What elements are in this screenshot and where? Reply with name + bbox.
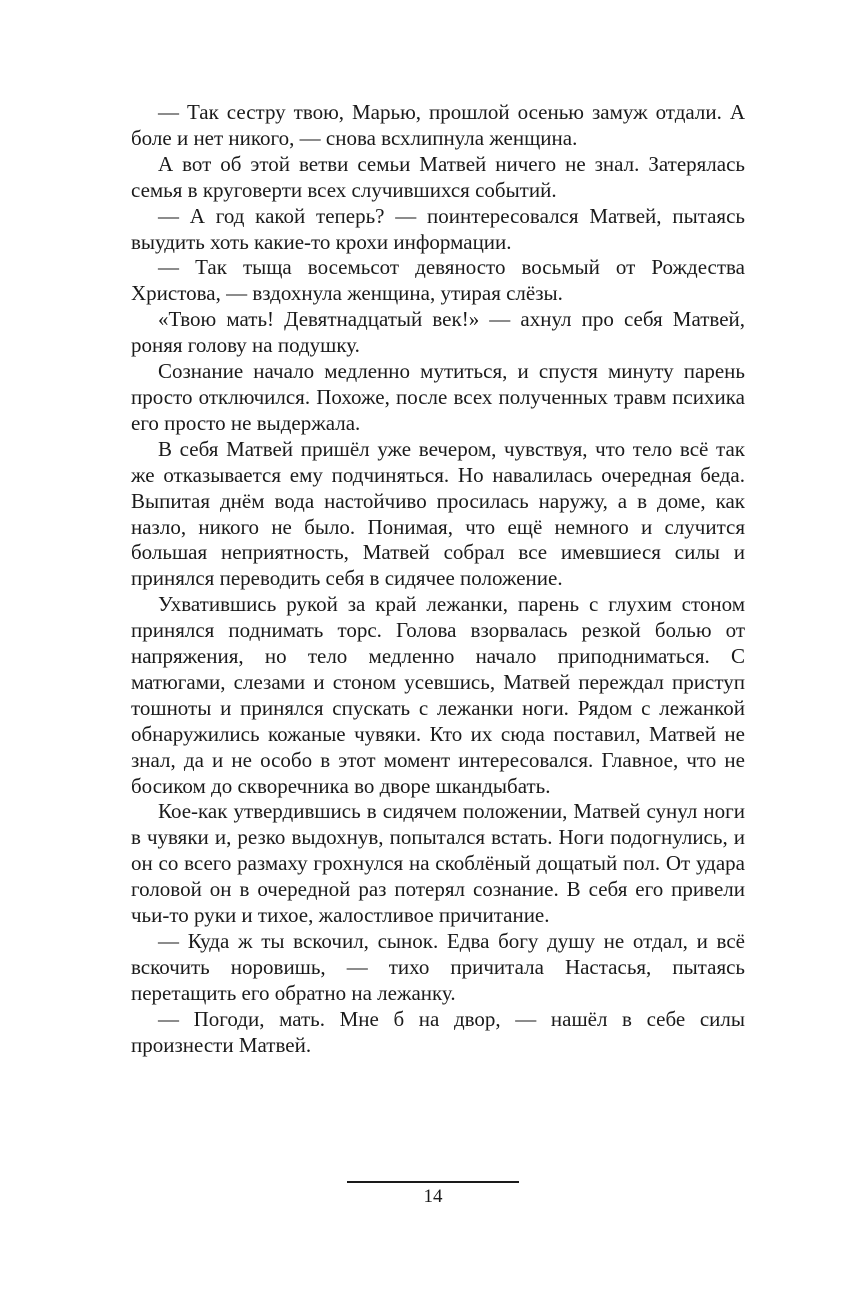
paragraph: Сознание начало медленно мутиться, и спустя минуту парень просто отключился. Похоже, после всех полученных травм психика его просто не выдержала. [131,359,745,435]
paragraph: — Куда ж ты вскочил, сынок. Едва богу душу не отдал, и всё вскочить норовишь, — тихо причитала Настасья, пытаясь перетащить его обратно на лежанку. [131,929,745,1005]
paragraph: — Так сестру твою, Марью, прошлой осенью замуж отдали. А боле и нет никого, — снова всхлипнула женщина. [131,100,745,150]
paragraph: Кое-как утвердившись в сидячем положении, Матвей сунул ноги в чувяки и, резко выдохнув, попытался встать. Ноги подогнулись, и он со всего размаху грохнулся на скоблёный дощатый пол. От удара головой он в очередной раз потерял сознание. В себя его привели чьи-то руки и тихое, жалостливое причитание. [131,799,745,928]
paragraph: А вот об этой ветви семьи Матвей ничего не знал. Затерялась семья в круговерти всех случившихся событий. [131,151,745,202]
body-text [131,100,745,1059]
page-number: 14 [423,1186,443,1207]
paragraph: Ухватившись рукой за край лежанки, парень с глухим стоном принялся поднимать торс. Голова взорвалась резкой болью от напряжения, но тело медленно начало приподниматься. С матюгами, слезами и стоном усевшись, Матвей переждал приступ тошноты и принялся спускать с лежанки ноги. Рядом с лежанкой обнаружились кожаные чувяки. Кто их сюда поставил, Матвей не знал, да и не особо в этот момент интересовался. Главное, что не босиком до скворечника во дворе шкандыбать. [131,592,745,798]
paragraph: «Твою мать! Девятнадцатый век!» — ахнул про себя Матвей, роняя голову на подушку. [131,307,745,358]
paragraph: В себя Матвей пришёл уже вечером, чувствуя, что тело всё так же отказывается ему подчиняться. Но навалилась очередная беда. Выпитая днём вода настойчиво просилась наружу, а в доме, как назло, никого не было. Понимая, что ещё немного и случится большая неприятность, Матвей собрал все имевшиеся силы и принялся переводить себя в сидячее положение. [131,436,745,591]
paragraph: — Погоди, мать. Мне б на двор, — нашёл в себе силы произнести Матвей. [131,1006,745,1057]
paragraph: — Так тыща восемьсот девяносто восьмый от Рождества Христова, — вздохнула женщина, утирая слёзы. [131,255,745,306]
paragraph: — А год какой теперь? — поинтересовался Матвей, пытаясь выудить хоть какие-то крохи информации. [131,203,745,254]
footer-divider [347,1181,519,1183]
